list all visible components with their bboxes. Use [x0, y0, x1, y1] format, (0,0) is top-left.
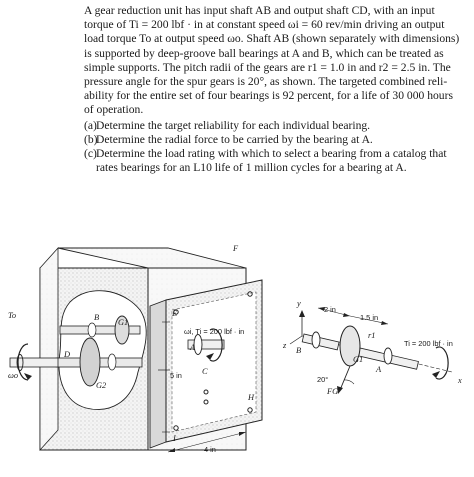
label-r1: r1: [368, 331, 376, 340]
intro-line: of operation.: [84, 103, 144, 117]
intro-line: A gear reduction unit has input shaft AB and output shaft CD, with an input: [84, 4, 435, 17]
side-plate: [150, 280, 262, 448]
problem-statement: [84, 4, 470, 175]
label-D: D: [64, 350, 71, 359]
label-FG: FG: [327, 387, 339, 396]
label-y-axis: y: [297, 299, 301, 308]
label-z-axis: z: [283, 341, 287, 350]
part-text: Determine the target reliability for each individual bearing.: [96, 118, 371, 132]
label-B: B: [94, 313, 100, 322]
label-A-detail: A: [376, 365, 382, 374]
problem-parts: [84, 119, 470, 176]
intro-line: simple supports. The pitch radii of the gears are r1 = 1.0 in and r2 = 2.5 in. The: [84, 60, 451, 74]
part-a: [84, 119, 470, 133]
part-letter: (b): [84, 132, 98, 146]
label-B-detail: B: [296, 346, 302, 355]
label-Ti-detail: Ti = 200 lbf · in: [404, 339, 453, 348]
label-H: H: [248, 393, 255, 402]
label-x-axis: x: [458, 376, 462, 385]
part-letter: (a): [84, 118, 97, 132]
dimension-4in: 4 in: [204, 445, 216, 454]
intro-line: torque of Ti = 200 lbf · in at constant speed ωi = 60 rev/min driving an output: [84, 18, 445, 32]
label-G2: G2: [96, 381, 107, 390]
gear-reduction-figure: [0, 232, 474, 477]
part-b: [84, 133, 470, 147]
label-C: C: [202, 367, 208, 376]
label-I: I: [173, 434, 176, 443]
dimension-2in: 2 in: [324, 305, 336, 314]
problem-intro: [84, 4, 470, 118]
part-text: Determine the load rating with which to select a bearing from a catalog that rates bearings for an L10 life of 1 million cycles for a bearing at A.: [96, 147, 447, 175]
part-text: Determine the radial force to be carried by the bearing at A.: [96, 132, 373, 146]
intro-line: is supported by deep-groove ball bearings at A and B, which can be treated as: [84, 46, 444, 60]
dimension-1-5in: 1.5 in: [360, 313, 379, 322]
label-omega-o: ωo: [8, 371, 19, 380]
label-E: E: [172, 309, 178, 318]
label-input-torque: ωi, Ti = 200 lbf · in: [184, 327, 245, 336]
dimension-5in: 5 in: [170, 371, 182, 380]
figure-drawing: [0, 232, 474, 477]
intro-line: ability for the entire set of four bearings is 92 percent, for a life of 30 000 hours: [84, 89, 453, 103]
label-pressure-angle: 20°: [317, 375, 329, 384]
part-c: [84, 147, 470, 175]
label-G1-detail: G1: [353, 355, 364, 364]
label-G1: G1: [118, 318, 129, 327]
label-A: A: [190, 343, 196, 352]
intro-line: pressure angle for the spur gears is 20°, as shown. The targeted combined reli-: [84, 75, 448, 89]
intro-line: load torque To at output speed ωo. Shaft AB (shown separately with dimensions): [84, 32, 460, 46]
label-To: To: [8, 311, 17, 320]
label-F: F: [233, 244, 239, 253]
part-letter: (c): [84, 147, 97, 161]
